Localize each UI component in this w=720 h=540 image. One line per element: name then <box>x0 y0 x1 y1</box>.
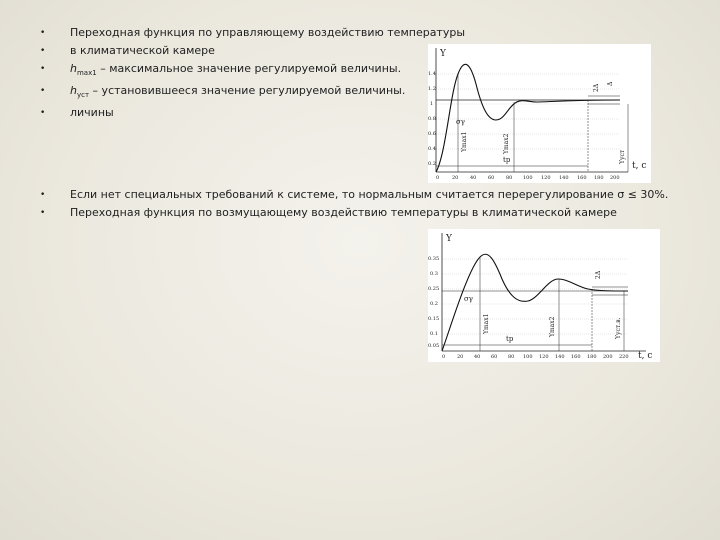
y-tick: 0.3 <box>430 271 438 277</box>
y-tick: 1.4 <box>428 71 436 77</box>
ymax1-label: Ymax1 <box>483 313 490 334</box>
bullet-dot: • <box>40 46 46 56</box>
delta-label: Δ <box>607 81 614 86</box>
x-tick: 100 <box>523 354 533 360</box>
bullet-text: личины <box>70 106 114 120</box>
bullet-dot: • <box>40 28 46 38</box>
bullet-dot: • <box>40 64 46 74</box>
bullet-list-bottom <box>40 186 668 222</box>
y-tick: 1 <box>430 101 434 107</box>
delta2-label: 2Δ <box>595 270 602 279</box>
x-tick: 60 <box>488 175 495 181</box>
transient-response-figure-top <box>428 44 651 183</box>
y-tick: 0.35 <box>428 256 440 262</box>
x-tick: 160 <box>571 354 581 360</box>
x-tick: 140 <box>559 175 569 181</box>
bullet-text: Переходная функция по возмущающему воздействию температуры в климатической камере <box>70 206 617 219</box>
bullet-dot: • <box>40 86 46 97</box>
figure-bottom-svg <box>428 229 660 362</box>
y-axis-label: Y <box>440 49 446 59</box>
y-axis-label: Y <box>446 234 452 244</box>
yust-label: Yуст.в. <box>615 317 622 339</box>
tp-label: tр <box>506 335 514 343</box>
bullet-item <box>40 104 465 122</box>
yust-label: Yуст <box>619 149 626 164</box>
x-tick: 100 <box>523 175 533 181</box>
x-tick: 200 <box>610 175 620 181</box>
y-tick: 0.4 <box>428 146 436 152</box>
tp-label: tр <box>503 156 511 164</box>
transient-response-figure-bottom <box>428 229 660 362</box>
x-tick: 120 <box>541 175 551 181</box>
delta2-label: 2Δ <box>593 83 600 92</box>
sigma-label: σγ <box>464 295 473 303</box>
x-tick: 160 <box>577 175 587 181</box>
y-tick: 1.2 <box>428 86 436 92</box>
ymax1-label: Ymax1 <box>461 131 468 152</box>
bullet-dot: • <box>40 190 46 200</box>
y-tick: 0.1 <box>430 331 438 337</box>
x-axis-label: t, с <box>632 161 647 171</box>
bullet-item <box>40 60 465 82</box>
bullet-item <box>40 186 668 204</box>
bullet-text: Если нет специальных требований к системе, то нормальным считается перерегулирование σ ≤ 30%. <box>70 188 669 201</box>
x-tick: 40 <box>474 354 481 360</box>
bullet-sub: уст <box>76 91 90 100</box>
y-tick: 0.05 <box>428 343 440 349</box>
y-tick: 0.6 <box>428 131 436 137</box>
bullet-text: в климатической камере <box>70 44 215 57</box>
y-tick: 0.15 <box>428 316 440 322</box>
bullet-var: h <box>70 62 77 75</box>
bullet-list-top <box>40 24 465 122</box>
bullet-var: h <box>70 84 77 98</box>
ymax2-label: Ymax2 <box>549 316 556 337</box>
figure-top-svg <box>428 44 651 183</box>
x-tick: 140 <box>555 354 565 360</box>
ymax2-label: Ymax2 <box>503 133 510 154</box>
x-tick: 80 <box>506 175 513 181</box>
x-tick: 0 <box>436 175 440 181</box>
bullet-text: – максимальное значение регулируемой величины. <box>96 62 402 75</box>
bullet-dot: • <box>40 108 46 119</box>
x-tick: 200 <box>603 354 613 360</box>
x-tick: 80 <box>508 354 515 360</box>
y-tick: 0.8 <box>428 116 436 122</box>
bullet-text: Переходная функция по управляющему воздействию температуры <box>70 26 466 39</box>
x-tick: 180 <box>594 175 604 181</box>
sigma-label: σγ <box>456 118 465 126</box>
x-tick: 20 <box>457 354 464 360</box>
x-tick: 60 <box>491 354 498 360</box>
x-tick: 40 <box>470 175 477 181</box>
bullet-sub: max1 <box>76 69 97 78</box>
x-tick: 180 <box>587 354 597 360</box>
x-tick: 20 <box>452 175 459 181</box>
x-tick: 120 <box>539 354 549 360</box>
y-tick: 0.2 <box>430 301 438 307</box>
x-tick: 0 <box>442 354 446 360</box>
x-tick: 220 <box>619 354 629 360</box>
bullet-dot: • <box>40 208 46 218</box>
bullet-item <box>40 82 465 104</box>
bullet-item <box>40 204 668 222</box>
bullet-item <box>40 42 465 60</box>
bullet-item <box>40 24 465 42</box>
y-tick: 0.25 <box>428 286 440 292</box>
y-tick: 0.2 <box>428 161 436 167</box>
bullet-text: – установившееся значение регулируемой величины. <box>89 84 406 98</box>
x-axis-label: t, с <box>638 351 653 361</box>
